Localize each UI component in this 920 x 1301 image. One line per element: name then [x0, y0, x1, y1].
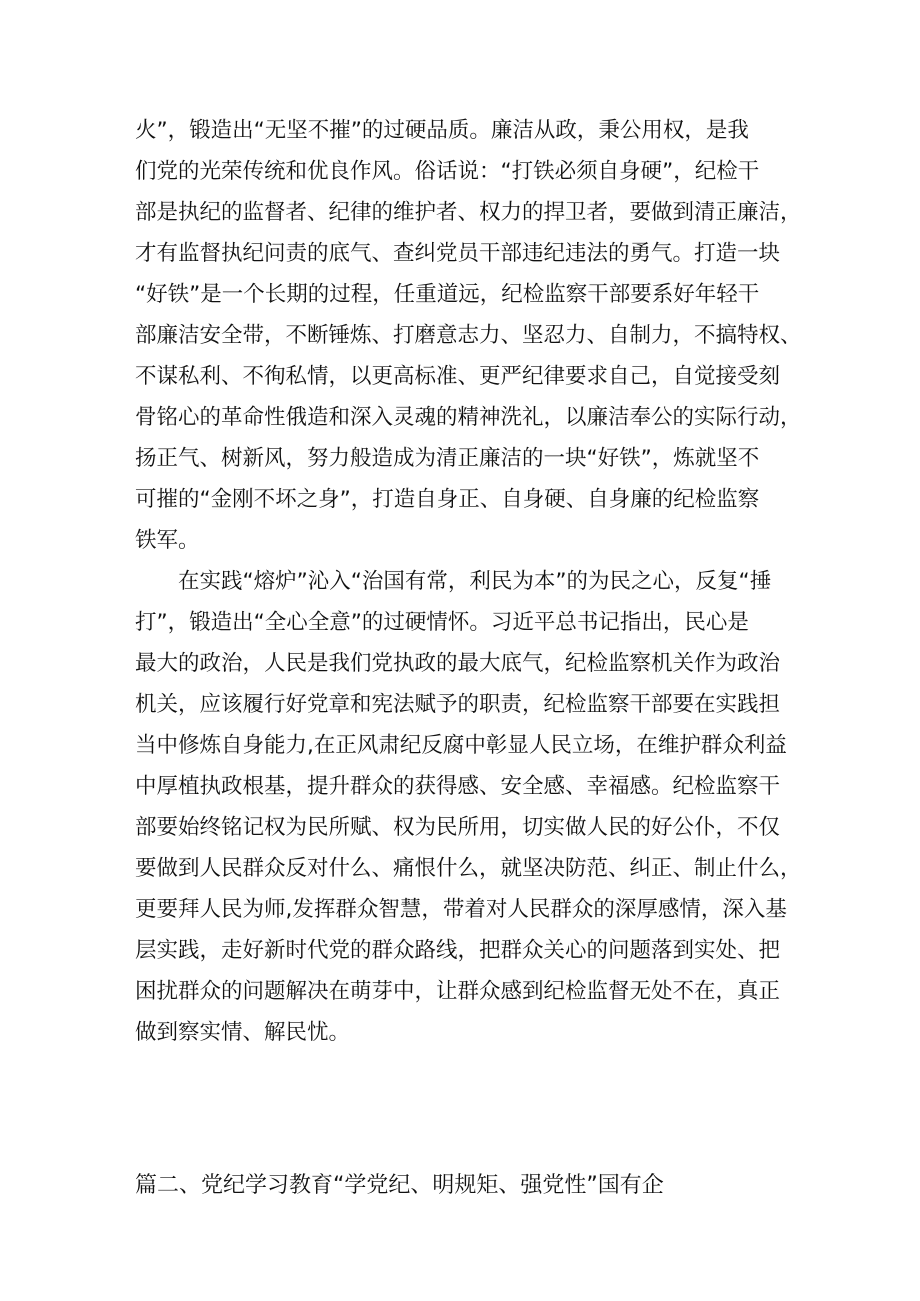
- text-line: 机关，应该履行好党章和宪法赋予的职责，纪检监察干部要在实践担: [135, 692, 781, 717]
- text-line: 铁军。: [135, 528, 200, 553]
- text-line: 中厚植执政根基，提升群众的获得感、安全感、幸福感。纪检监察干: [135, 774, 781, 799]
- paragraph-1: [135, 110, 802, 561]
- text-line: “好铁”是一个长期的过程，任重道远，纪检监察干部要系好年轻干: [135, 282, 760, 307]
- text-line: 火”，锻造出“无坚不摧”的过硬品质。廉洁从政，秉公用权，是我: [135, 118, 749, 143]
- paragraph-2: [135, 561, 802, 1053]
- text-line: 不谋私利、不徇私情，以更高标准、更严纪律要求自己，自觉接受刻: [135, 364, 781, 389]
- text-line: 层实践，走好新时代党的群众路线，把群众关心的问题落到实处、把: [135, 938, 781, 963]
- text-line: 要做到人民群众反对什么、痛恨什么，就坚决防范、纠正、制止什么，: [135, 856, 802, 881]
- section-heading: 篇二、党纪学习教育“学党纪、明规矩、强党性”国有企: [135, 1173, 664, 1198]
- text-line: 部廉洁安全带，不断锤炼、打磨意志力、坚忍力、自制力，不搞特权、: [135, 323, 802, 348]
- text-line: 做到察实情、解民忧。: [135, 1020, 351, 1045]
- text-line: 才有监督执纪问责的底气、查纠党员干部违纪违法的勇气。打造一块: [135, 241, 781, 266]
- text-line: 骨铭心的革命性俄造和深入灵魂的精神洗礼，以廉洁奉公的实际行动，: [135, 405, 802, 430]
- text-line: 部是执纪的监督者、纪律的维护者、权力的捍卫者，要做到清正廉洁，: [135, 200, 802, 225]
- text-line: 部要始终铭记权为民所赋、权为民所用，切实做人民的好公仆，不仅: [135, 815, 781, 840]
- text-line: 最大的政治，人民是我们党执政的最大底气，纪检监察机关作为政治: [135, 651, 781, 676]
- text-line: 扬正气、树新风，努力般造成为清正廉洁的一块“好铁”，炼就坚不: [135, 446, 760, 471]
- text-line: 在实践“熔炉”沁入“治国有常，利民为本”的为民之心，反复“捶: [135, 569, 772, 594]
- text-line: 们党的光荣传统和优良作风。俗话说：“打铁必须自身硬”，纪检干: [135, 159, 760, 184]
- text-line: 打”，锻造出“全心全意”的过硬情怀。习近平总书记指出，民心是: [135, 610, 749, 635]
- text-line: 困扰群众的问题解决在萌芽中，让群众感到纪检监督无处不在，真正: [135, 979, 781, 1004]
- body-text: [135, 110, 802, 1053]
- text-line: 当中修炼自身能力,在正风肃纪反腐中彰显人民立场，在维护群众利益: [135, 733, 787, 758]
- text-line: 可摧的“金刚不坏之身”，打造自身正、自身硬、自身廉的纪检监察: [135, 487, 760, 512]
- text-line: 更要拜人民为师,发挥群众智慧，带着对人民群众的深厚感情，深入基: [135, 897, 787, 922]
